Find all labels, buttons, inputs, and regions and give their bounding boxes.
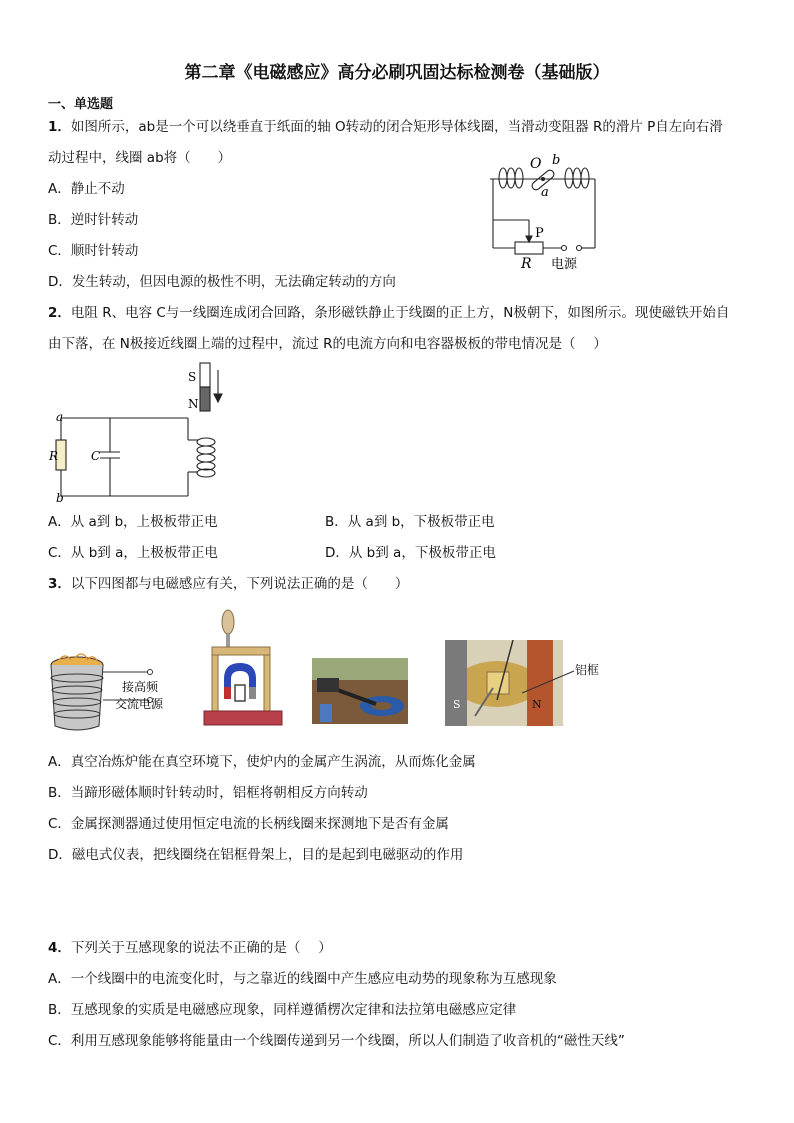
- option-c: C．金属探测器通过使用恒定电流的长柄线圈来探测地下是否有金属: [48, 816, 449, 832]
- label-b: b: [56, 491, 64, 505]
- question-3-stem: [48, 574, 408, 594]
- label-R: R: [521, 256, 532, 272]
- option-b: B．互感现象的实质是电磁感应现象，同样遵循楞次定律和法拉第电磁感应定律: [48, 1002, 517, 1018]
- option-a: A．真空冶炼炉能在真空环境下，使炉内的金属产生涡流，从而炼化金属: [48, 754, 476, 770]
- furnace-label-line-2: 交流电源: [115, 697, 164, 711]
- meter-label-S: S: [453, 698, 461, 711]
- question-text: 以下四图都与电磁感应有关，下列说法正确的是（ ）: [70, 576, 409, 592]
- vacuum-furnace-figure: [45, 650, 180, 732]
- label-a: a: [56, 410, 64, 424]
- horseshoe-magnet-figure: [200, 607, 290, 727]
- question-4-stem: [48, 938, 332, 958]
- question-number: 2．: [48, 305, 71, 321]
- question-number: 1．: [48, 119, 71, 135]
- label-C: C: [91, 449, 101, 463]
- question-number: 4．: [48, 940, 71, 956]
- question-number: 3．: [48, 576, 71, 592]
- q1-circuit-figure: [485, 152, 605, 276]
- option-b: B．当蹄形磁体顺时针转动时，铝框将朝相反方向转动: [48, 785, 368, 801]
- option-d: D．从 b到 a，下极板带正电: [325, 545, 496, 561]
- label-a: a: [541, 185, 549, 200]
- metal-detector-figure: [312, 658, 408, 724]
- option-b: B．从 a到 b，下极板带正电: [325, 514, 495, 530]
- label-S: S: [188, 370, 197, 384]
- question-text: 电阻 R、电容 C与一线圈连成闭合回路，条形磁铁静止于线圈的正上方，N极朝下，如图所示。现使磁铁开始自: [70, 305, 730, 321]
- q2-circuit-figure: [48, 360, 248, 505]
- question-2-line-1: [48, 303, 729, 323]
- question-1-line-1: [48, 117, 723, 137]
- question-text: 下列关于互感现象的说法不正确的是（ ）: [70, 940, 332, 956]
- label-O: O: [530, 156, 542, 172]
- option-a: A．一个线圈中的电流变化时，与之靠近的线圈中产生感应电动势的现象称为互感现象: [48, 971, 557, 987]
- question-2-line-2: 由下落，在 N极接近线圈上端的过程中，流过 R的电流方向和电容器极板的带电情况是（ ）: [48, 336, 607, 352]
- label-N: N: [188, 397, 199, 411]
- label-b: b: [552, 153, 561, 168]
- option-c: C．从 b到 a，上极板带正电: [48, 545, 218, 561]
- page-title: 第二章《电磁感应》高分必刷巩固达标检测卷（基础版）: [184, 63, 610, 83]
- option-d: D．发生转动，但因电源的极性不明，无法确定转动的方向: [48, 274, 396, 290]
- meter-label-N: N: [532, 698, 542, 711]
- frame-leader-line: [520, 667, 580, 697]
- option-c: C．利用互感现象能够将能量由一个线圈传递到另一个线圈，所以人们制造了收音机的“磁性天线”: [48, 1033, 625, 1049]
- question-text: 如图所示，ab是一个可以绕垂直于纸面的轴 O转动的闭合矩形导体线圈，当滑动变阻器 R的滑片 P自左向右滑: [70, 119, 723, 135]
- section-heading: 一、单选题: [48, 97, 114, 112]
- option-c: C．顺时针转动: [48, 243, 139, 259]
- frame-label: 铝框: [575, 663, 600, 677]
- furnace-label-line-1: 接高频: [122, 680, 159, 694]
- question-1-line-2: 动过程中，线圈 ab将（ ）: [48, 150, 232, 166]
- label-source: 电源: [551, 257, 578, 272]
- label-R: R: [49, 449, 59, 463]
- option-d: D．磁电式仪表，把线圈绕在铝框骨架上，目的是起到电磁驱动的作用: [48, 847, 464, 863]
- label-P: P: [535, 226, 544, 241]
- option-a: A．从 a到 b，上极板带正电: [48, 514, 218, 530]
- option-a: A．静止不动: [48, 181, 125, 197]
- option-b: B．逆时针转动: [48, 212, 139, 228]
